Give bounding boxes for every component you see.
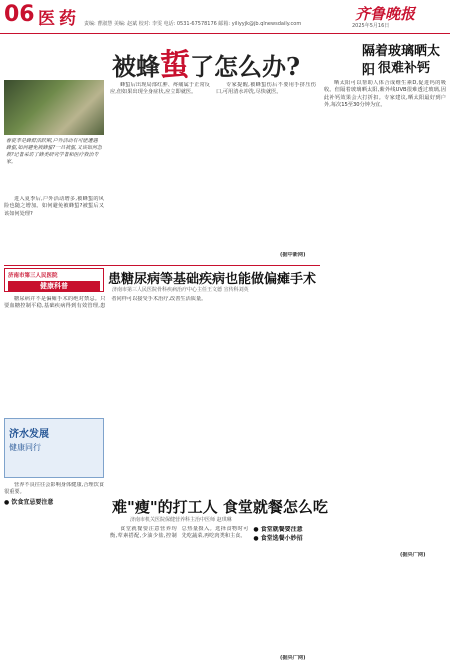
mid-article-body	[4, 296, 320, 416]
ad-headline: 济水发展	[9, 429, 49, 440]
bottom-subheading-1: ● 食堂就餐要注意	[253, 526, 303, 533]
section-title: 医药	[38, 9, 80, 29]
right-article-source: (据央广网)	[400, 552, 426, 558]
headline-part1: 被蜂	[112, 52, 160, 81]
right-article-text: 晒太阳可以帮助人体合成维生素D,促进钙的吸收。但隔着玻璃晒太阳,紫外线UVB很难透过玻璃,因此补钙效果会大打折扣。专家建议,晒太阳最好到户外,每次15至30分钟为宜。	[324, 80, 446, 108]
mid-article-text: 糖尿病并不是偏瘫手术的绝对禁忌。只要血糖控制平稳,基础疾病得到有效管理,患者同样可以接受手术治疗,改善生活质量。	[4, 296, 207, 310]
right-title-line1: 隔着玻璃晒太阳	[362, 44, 441, 78]
article-col1-text: 进入夏季后,户外活动增多,被蜂蜇的风险也随之增加。如何避免被蜂蜇?被蜇后又该如何处理?	[4, 196, 104, 217]
right-title-line2: 很难补钙	[378, 61, 431, 76]
advertisement	[4, 418, 104, 478]
ad-slogan: 健康同行	[9, 443, 41, 452]
bottom-article-text: 食堂就餐要注意营养均衡,荤素搭配,少油少盐,控制总热量摄入。选择食物时可先吃蔬菜,再吃肉类和主食。	[110, 526, 249, 540]
bottom-headline: 难"瘦"的打工人 食堂就餐怎么吃	[112, 498, 328, 516]
bottom-article-source: (据央广网)	[280, 655, 306, 661]
hospital-badge-name: 济南市第三人民医院	[8, 273, 58, 279]
headline-bee-sting	[112, 40, 300, 84]
bottom-byline: 济南市机关医院保健营养科主治中医师 赵琪琳	[130, 517, 232, 523]
editor-meta: 责编: 曹淑慧 美编: 赵斌 校对: 李雯 电话: 0531-67578176 邮箱: yiliyyjk@jb.qlnewsdaily.com	[84, 21, 302, 27]
left-bottom-subheading: ● 饮食宜忌要注意	[4, 498, 54, 506]
article-col3	[216, 82, 316, 252]
photo-caption: 春夏季是蜂群活跃期,户外活动有可能遭遇蜂蜇,如何避免被蜂蜇?一旦被蜇,又该如何急救?记者采访了蜂类研究学者和医疗救治专家。	[6, 138, 102, 165]
page-number: 06	[4, 2, 35, 27]
left-bottom-para: 营养不良往往会影响身体健康,合理饮食很重要。	[4, 482, 104, 496]
mid-headline: 患糖尿病等基础疾病也能做偏瘫手术	[108, 272, 317, 287]
bottom-article-body	[110, 526, 320, 664]
article-source: (据中新网)	[280, 252, 306, 258]
issue-date: 2025年5月16日	[352, 23, 390, 29]
mid-byline: 济南市第三人民医院骨科疾病治疗中心主任王文德 宣传科刘英	[112, 287, 249, 293]
newspaper-logo: 齐鲁晚报	[355, 5, 416, 23]
headline-part2: 了怎么办?	[190, 52, 301, 81]
article-col1	[4, 196, 104, 258]
right-article-body	[324, 80, 446, 550]
article-col3-text: 专家提醒,被蜂蜇伤后不要用手挤压伤口,可用清水冲洗,尽快就医。	[216, 82, 316, 96]
hospital-badge	[4, 268, 104, 292]
left-bottom-text	[4, 482, 104, 664]
bottom-subheading-2: ● 食堂选餐小妙招	[253, 535, 303, 543]
headline-sting-char: 蜇	[160, 48, 190, 83]
hospital-badge-tag: 健康科普	[8, 281, 100, 291]
bee-photo	[4, 80, 104, 135]
divider-line	[4, 265, 320, 266]
article-col2	[110, 82, 210, 262]
article-col2-text: 蜂蜇后出现局部红肿、疼痛属于正常反应,但如果出现全身症状,应立即就医。	[110, 82, 210, 96]
